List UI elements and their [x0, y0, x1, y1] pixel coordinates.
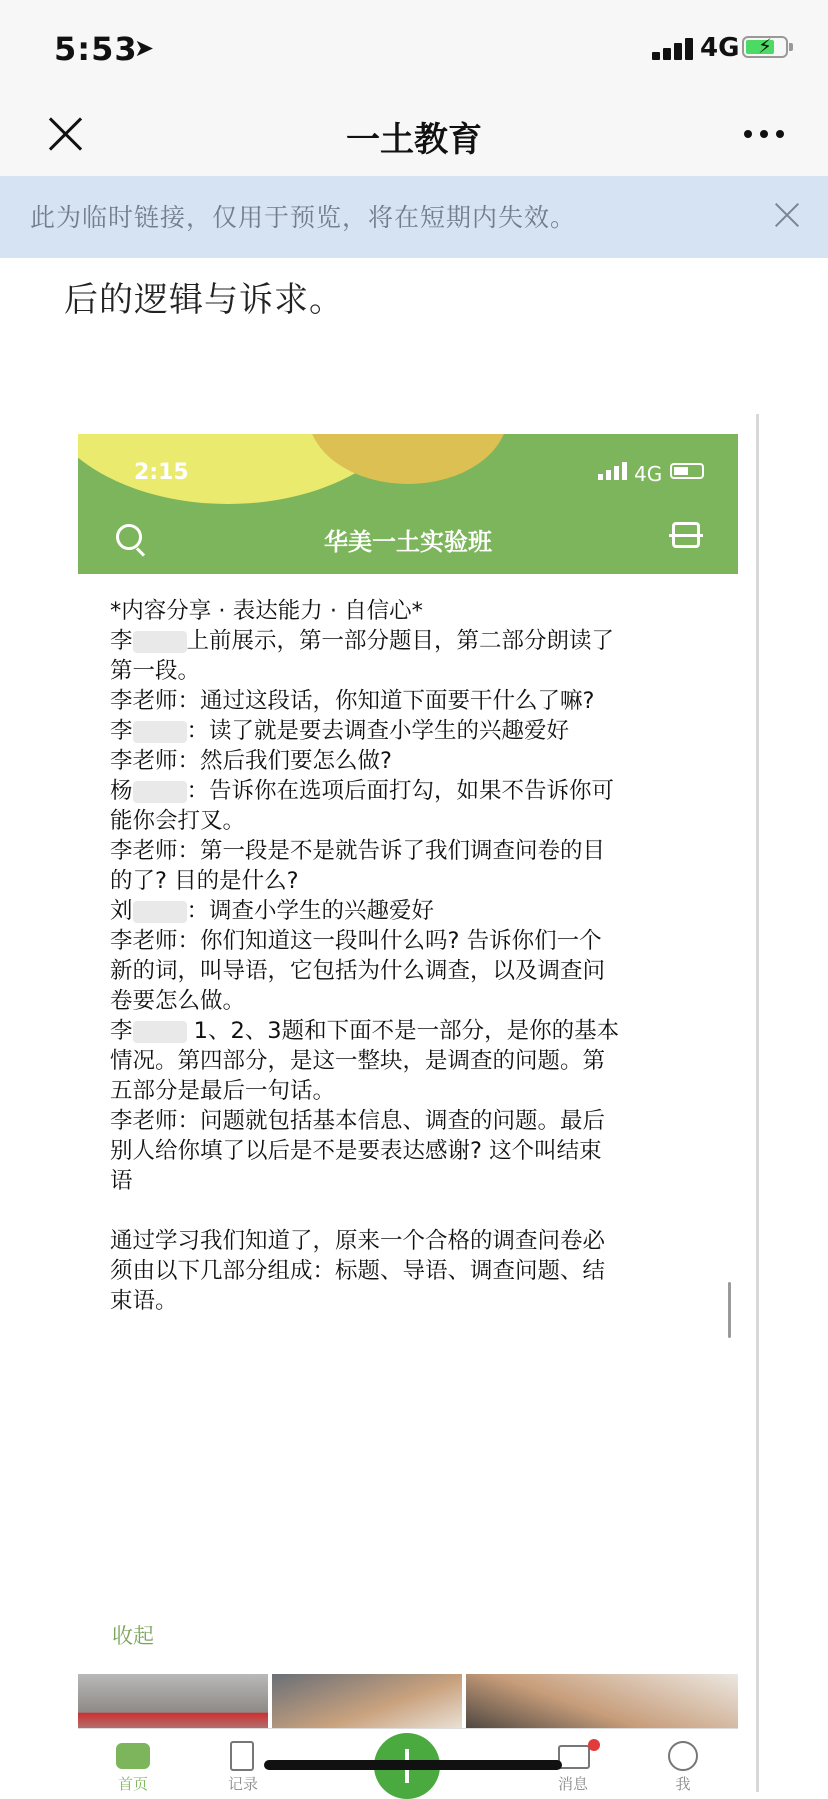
embedded-app-screenshot [78, 434, 738, 1792]
post-line: 新的词，叫导语，它包括为什么调查，以及调查问 [110, 958, 606, 984]
unread-dot [588, 1739, 600, 1751]
tab-label: 记录 [227, 1775, 258, 1793]
scan-icon [672, 522, 700, 548]
post-line: 第一段。 [110, 658, 201, 684]
post-line: 通过学习我们知道了，原来一个合格的调查问卷必 [110, 1228, 606, 1254]
doc-icon [230, 1741, 254, 1771]
tab-me [628, 1729, 738, 1793]
post-line: 李老师：你们知道这一段叫什么吗? 告诉你们一个 [110, 928, 602, 954]
post-line: 情况。第四部分，是这一整块，是调查的问题。第 [110, 1048, 606, 1074]
embedded-header-title: 华美一土实验班 [324, 528, 492, 556]
battery-icon: ⚡ [742, 36, 788, 58]
embedded-battery-icon [670, 463, 704, 479]
post-line: 李老师：通过这段话，你知道下面要干什么了嘛? [110, 688, 595, 714]
post-content [110, 596, 710, 1316]
tab-label: 我 [675, 1775, 691, 1793]
collapse-link: 收起 [112, 1624, 154, 1648]
mail-icon [558, 1745, 590, 1769]
post-line: 李 1、2、3题和下面不是一部分，是你的基本 [110, 1018, 620, 1044]
redacted-name [133, 901, 187, 923]
post-line: 刘 ：调查小学生的兴趣爱好 [110, 898, 435, 924]
post-line: 卷要怎么做。 [110, 988, 246, 1014]
redacted-name [133, 781, 187, 803]
redacted-name [133, 721, 187, 743]
post-line: 李老师：问题就包括基本信息、调查的问题。最后 [110, 1108, 606, 1134]
embedded-status-time: 2:15 [134, 460, 189, 485]
temporary-link-banner [0, 176, 828, 258]
embedded-network-type: 4G [634, 462, 663, 486]
post-line: *内容分享 · 表达能力 · 自信心* [110, 598, 423, 624]
banner-close-icon[interactable] [774, 202, 800, 228]
image-edge [756, 414, 759, 1792]
post-line: 杨 ：告诉你在选项后面打勾，如果不告诉你可 [110, 778, 615, 804]
page-title: 一土教育 [346, 120, 482, 160]
location-arrow-icon: ➤ [134, 34, 155, 62]
post-line: 别人给你填了以后是不是要表达感谢? 这个叫结束 [110, 1138, 602, 1164]
home-icon [116, 1743, 150, 1769]
tab-label: 首页 [117, 1775, 148, 1793]
profile-icon [668, 1741, 698, 1771]
post-line [110, 1196, 710, 1226]
home-indicator [264, 1760, 562, 1770]
tab-label: 消息 [557, 1775, 588, 1793]
post-line: 须由以下几部分组成：标题、导语、调查问题、结 [110, 1258, 606, 1284]
redacted-name [133, 1021, 187, 1043]
post-line: 能你会打叉。 [110, 808, 246, 834]
scrollbar [728, 1282, 731, 1338]
post-line: 五部分是最后一句话。 [110, 1078, 336, 1104]
more-icon[interactable] [744, 130, 784, 140]
post-line: 语 [110, 1168, 133, 1194]
embedded-signal-icon [598, 462, 628, 480]
nav-bar [0, 100, 828, 176]
signal-icon [652, 38, 696, 60]
post-line: 李 ：读了就是要去调查小学生的兴趣爱好 [110, 718, 570, 744]
post-line: 束语。 [110, 1288, 178, 1314]
post-line: 李 上前展示，第一部分题目，第二部分朗读了 [110, 628, 615, 654]
embedded-header [78, 434, 738, 574]
article-text: 后的逻辑与诉求。 [64, 280, 344, 320]
status-time: 5:53 [54, 30, 138, 68]
network-type: 4G [700, 33, 740, 63]
tab-home [78, 1729, 188, 1793]
post-line: 李老师：第一段是不是就告诉了我们调查问卷的目 [110, 838, 606, 864]
redacted-name [133, 631, 187, 653]
post-line: 的了? 目的是什么? [110, 868, 299, 894]
post-line: 李老师：然后我们要怎么做? [110, 748, 392, 774]
status-bar [0, 0, 828, 100]
banner-text: 此为临时链接，仅用于预览，将在短期内失效。 [30, 203, 577, 232]
